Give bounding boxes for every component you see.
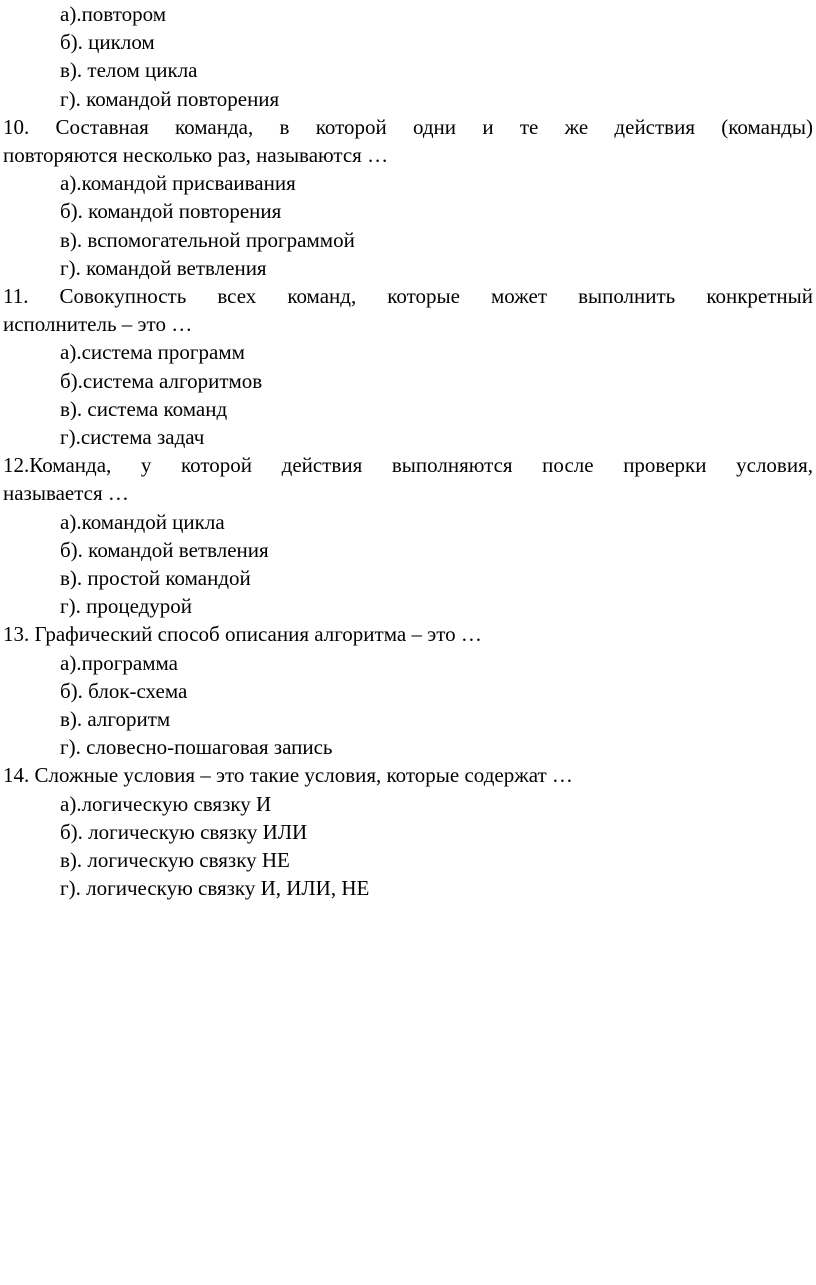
answer-option: б).система алгоритмов	[60, 368, 263, 393]
question-10	[3, 113, 813, 282]
answer-option: в). логическую связку НЕ	[60, 848, 290, 873]
answer-option: а).командой цикла	[60, 509, 225, 534]
question-12	[3, 451, 813, 620]
answer-option: б). командой ветвления	[60, 537, 269, 562]
question-13	[3, 620, 813, 761]
answer-option: а).программа	[60, 650, 178, 675]
question-14	[3, 761, 813, 902]
answer-option: г). командой ветвления	[60, 255, 267, 280]
question-text	[3, 282, 813, 338]
answer-option: г). командой повторения	[60, 86, 280, 111]
answer-option: в). система команд	[60, 396, 228, 421]
question-text-line: повторяются несколько раз, называются …	[3, 143, 389, 168]
question-text-line: исполнитель – это …	[3, 312, 193, 337]
answer-option: г).система задач	[60, 425, 205, 450]
question-11	[3, 282, 813, 451]
question-text-line: 12.Команда, у которой действия выполняются после проверки условия,	[3, 453, 813, 478]
answer-option: в). телом цикла	[60, 58, 198, 83]
question-text-line: 14. Сложные условия – это такие условия, которые содержат …	[3, 763, 573, 788]
question-text	[3, 761, 813, 789]
answer-option: а).командой присваивания	[60, 171, 296, 196]
question-text	[3, 451, 813, 507]
answer-option: б). логическую связку ИЛИ	[60, 819, 308, 844]
question-text-line: называется …	[3, 481, 129, 506]
answer-option: г). процедурой	[60, 594, 193, 619]
question-text-line: 11. Совокупность всех команд, которые может выполнить конкретный	[3, 284, 813, 309]
answer-option: б). командой повторения	[60, 199, 282, 224]
answer-option: б). циклом	[60, 30, 155, 55]
question-text-line: 10. Составная команда, в которой одни и те же действия (команды)	[3, 114, 813, 139]
question-text-line: 13. Графический способ описания алгоритма – это …	[3, 622, 482, 647]
answer-option: в). вспомогательной программой	[60, 227, 355, 252]
question-text	[3, 113, 813, 169]
answer-option: б). блок-схема	[60, 678, 188, 703]
answer-option: г). словесно-пошаговая запись	[60, 735, 333, 760]
answer-option: а).повтором	[60, 2, 166, 26]
answer-option: в). простой командой	[60, 566, 251, 591]
answer-option: в). алгоритм	[60, 707, 171, 732]
answer-option: а).система программ	[60, 340, 245, 365]
lead-options	[3, 0, 813, 113]
answer-option: г). логическую связку И, ИЛИ, НЕ	[60, 876, 370, 901]
question-text	[3, 620, 813, 648]
answer-option: а).логическую связку И	[60, 791, 272, 816]
